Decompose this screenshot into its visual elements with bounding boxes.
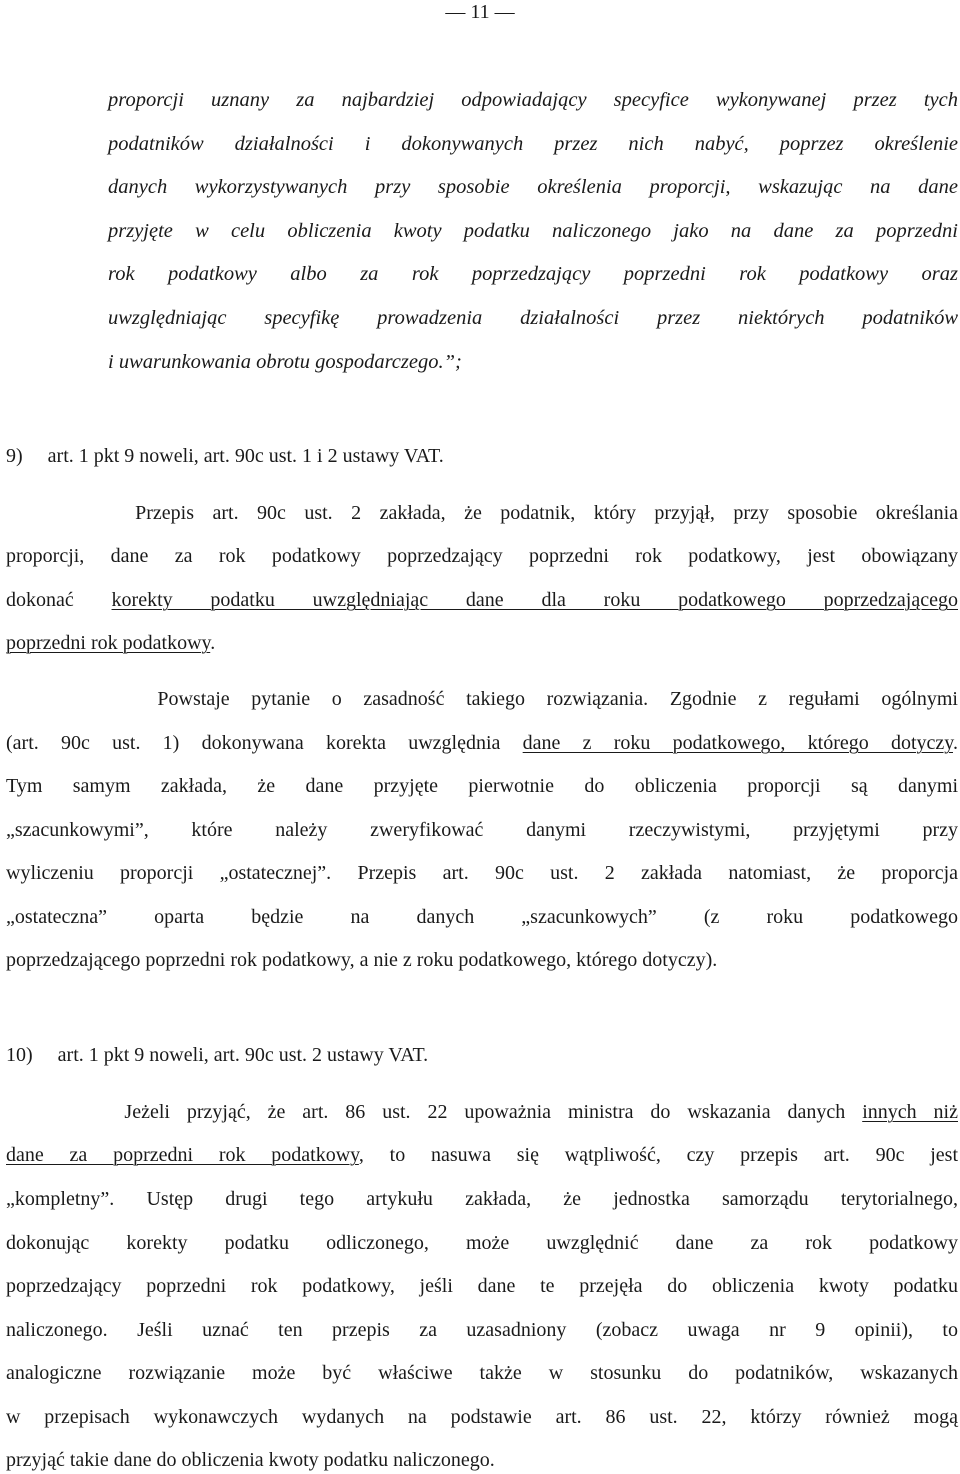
underlined-text: korekty podatku uwzględniając dane dla roku podatkowego poprzedzającego: [111, 589, 958, 611]
paragraph-line: „kompletny”. Ustęp drugi tego artykułu zakłada, że jednostka samorządu terytorialnego,: [6, 1188, 958, 1210]
text-span: .: [953, 732, 958, 754]
paragraph-line: analogiczne rozwiązanie może być właściwe także w stosunku do podatników, wskazanych: [6, 1362, 958, 1384]
text-span: , to nasuwa się wątpliwość, czy przepis art. 90c jest: [358, 1144, 959, 1166]
paragraph-line: [6, 729, 958, 757]
paragraph-line: w przepisach wykonawczych wydanych na podstawie art. 86 ust. 22, którzy również mogą: [6, 1406, 958, 1428]
remark-heading: 9) art. 1 pkt 9 noweli, art. 90c ust. 1 i 2 ustawy VAT.: [6, 445, 444, 467]
paragraph-line: przyjąć takie dane do obliczenia kwoty podatku naliczonego.: [6, 1449, 495, 1471]
quote-line: podatników działalności i dokonywanych przez nich nabyć, poprzez określenie: [108, 133, 958, 155]
paragraph-line: poprzedzającego poprzedni rok podatkowy, a nie z roku podatkowego, którego dotyczy).: [6, 949, 718, 971]
paragraph-line: Powstaje pytanie o zasadność takiego rozwiązania. Zgodnie z regułami ogólnymi: [6, 688, 958, 710]
paragraph-line: [6, 1098, 958, 1126]
paragraph-line: proporcji, dane za rok podatkowy poprzedzający poprzedni rok podatkowy, jest obowiązany: [6, 545, 958, 567]
quote-line: danych wykorzystywanych przy sposobie określenia proporcji, wskazując na dane: [108, 176, 958, 198]
paragraph-line: dokonując korekty podatku odliczonego, może uwzględnić dane za rok podatkowy: [6, 1232, 958, 1254]
remark-heading: 10) art. 1 pkt 9 noweli, art. 90c ust. 2 ustawy VAT.: [6, 1044, 429, 1066]
paragraph-line: Przepis art. 90c ust. 2 zakłada, że podatnik, który przyjął, przy sposobie określania: [6, 502, 958, 524]
paragraph-line: „ostateczna” oparta będzie na danych „szacunkowych” (z roku podatkowego: [6, 906, 958, 928]
text-span: Jeżeli przyjąć, że art. 86 ust. 22 upoważnia ministra do wskazania danych: [6, 1101, 863, 1123]
paragraph-line: poprzedzający poprzedni rok podatkowy, jeśli dane te przejęła do obliczenia kwoty podatku: [6, 1275, 958, 1297]
paragraph-line: wyliczeniu proporcji „ostatecznej”. Przepis art. 90c ust. 2 zakłada natomiast, że proporcja: [6, 862, 958, 884]
text-span: dokonać: [6, 589, 112, 611]
paragraph-line: [6, 1141, 958, 1169]
underlined-text: dane z roku podatkowego, którego dotyczy: [522, 732, 953, 754]
quote-line: rok podatkowy albo za rok poprzedzający poprzedni rok podatkowy oraz: [108, 263, 958, 285]
paragraph-line: [6, 586, 958, 614]
underlined-text: poprzedni rok podatkowy: [6, 632, 211, 654]
page-number: — 11 —: [445, 1, 515, 23]
underlined-text: innych niż: [862, 1101, 958, 1123]
text-span: .: [210, 632, 216, 654]
paragraph-line: naliczonego. Jeśli uznać ten przepis za uzasadniony (zobacz uwaga nr 9 opinii), to: [6, 1319, 958, 1341]
quote-line: proporcji uznany za najbardziej odpowiadający specyfice wykonywanej przez tych: [108, 89, 958, 111]
quote-line: i uwarunkowania obrotu gospodarczego.”;: [108, 351, 462, 373]
paragraph-line: Tym samym zakłada, że dane przyjęte pierwotnie do obliczenia proporcji są danymi: [6, 775, 958, 797]
paragraph-line: „szacunkowymi”, które należy zweryfikować danymi rzeczywistymi, przyjętymi przy: [6, 819, 958, 841]
quote-line: uwzględniając specyfikę prowadzenia działalności przez niektórych podatników: [108, 307, 958, 329]
text-span: (art. 90c ust. 1) dokonywana korekta uwzględnia: [6, 732, 523, 754]
paragraph-line: [6, 629, 958, 657]
underlined-text: dane za poprzedni rok podatkowy: [6, 1144, 359, 1166]
quote-line: przyjęte w celu obliczenia kwoty podatku naliczonego jako na dane za poprzedni: [108, 220, 958, 242]
